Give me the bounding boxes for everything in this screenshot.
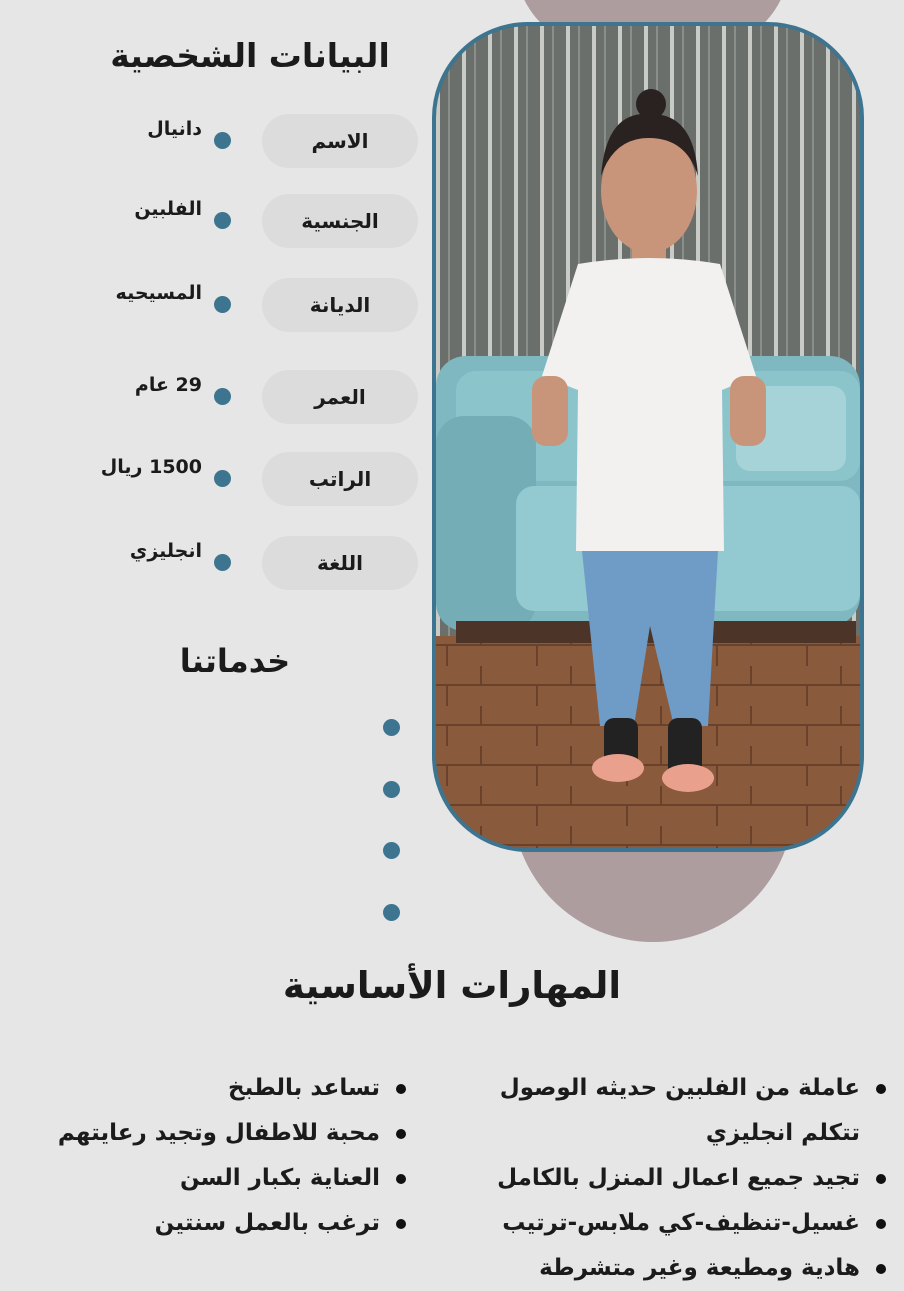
- info-value-age: 29 عام: [134, 374, 202, 396]
- worker-photo-illustration: [436, 26, 860, 848]
- info-row-nationality: [0, 194, 430, 250]
- info-row-name: [0, 114, 430, 170]
- info-value-language: انجليزي: [129, 540, 202, 562]
- bullet-dot: [214, 132, 231, 149]
- worker-photo: [432, 22, 864, 852]
- info-label-name: الاسم: [262, 114, 418, 168]
- info-label-age: العمر: [262, 370, 418, 424]
- skill-item: العناية بكبار السن: [18, 1156, 408, 1201]
- service-item: [0, 708, 420, 748]
- services-title: خدماتنا: [179, 642, 291, 680]
- service-item: [0, 893, 420, 933]
- bullet-dot: [214, 470, 231, 487]
- skill-item-continuation: تتكلم انجليزي: [705, 1120, 860, 1146]
- info-row-salary: [0, 452, 430, 508]
- skill-item: تساعد بالطبخ: [18, 1066, 408, 1111]
- info-value-salary: 1500 ريال: [100, 456, 202, 478]
- skill-item: عاملة من الفلبين حديثه الوصول: [448, 1066, 888, 1111]
- skills-list-right: [448, 1066, 888, 1291]
- info-label-nationality: الجنسية: [262, 194, 418, 248]
- skill-item: محبة للاطفال وتجيد رعايتهم: [18, 1111, 408, 1156]
- skill-item: غسيل-تنظيف-كي ملابس-ترتيب: [448, 1201, 888, 1246]
- bullet-dot: [383, 719, 400, 736]
- service-item: [0, 770, 420, 810]
- info-label-salary: الراتب: [262, 452, 418, 506]
- info-row-age: [0, 370, 430, 426]
- bullet-dot: [214, 212, 231, 229]
- service-item: [0, 831, 420, 871]
- bullet-dot: [214, 554, 231, 571]
- bullet-dot: [383, 904, 400, 921]
- skills-list-left: [18, 1066, 408, 1246]
- skill-item: هادية ومطيعة وغير متشرطة: [448, 1246, 888, 1291]
- bullet-dot: [383, 842, 400, 859]
- bullet-dot: [214, 388, 231, 405]
- bullet-dot: [383, 781, 400, 798]
- info-value-religion: المسيحيه: [115, 282, 202, 304]
- info-label-religion: الديانة: [262, 278, 418, 332]
- info-value-nationality: الفلبين: [134, 198, 202, 220]
- personal-info-title: البيانات الشخصية: [110, 36, 390, 75]
- skills-title: المهارات الأساسية: [282, 964, 622, 1007]
- info-row-language: [0, 536, 430, 592]
- skill-item: ترغب بالعمل سنتين: [18, 1201, 408, 1246]
- bullet-dot: [214, 296, 231, 313]
- skill-item: تجيد جميع اعمال المنزل بالكامل: [448, 1156, 888, 1201]
- info-value-name: دانيال: [147, 118, 202, 140]
- info-row-religion: [0, 278, 430, 334]
- info-label-language: اللغة: [262, 536, 418, 590]
